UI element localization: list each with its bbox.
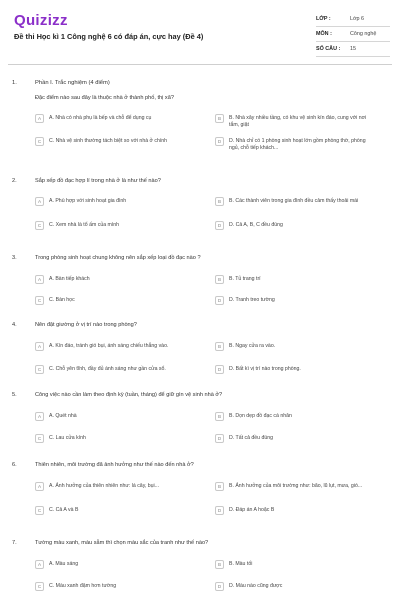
question-item [12, 95, 392, 152]
answer-option-d[interactable] [215, 366, 369, 374]
section-label: Phần I. Trắc nghiệm (4 điểm) [35, 80, 110, 86]
option-letter-box: A [35, 412, 44, 421]
option-letter-box: C [35, 137, 44, 146]
option-letter-box: A [35, 275, 44, 284]
question-prompt: Công việc nào cần làm theo định kỳ (tuần, tháng) để giữ gìn vệ sinh nhà ở? [35, 392, 223, 398]
quizizz-logo: Quizizz [14, 12, 68, 29]
option-text: C. Xem nhà là tổ ấm của mình [49, 222, 120, 228]
answer-option-b[interactable] [215, 276, 369, 284]
answer-options [35, 265, 392, 311]
option-text: A. Quét nhà [49, 413, 77, 419]
answer-option-d[interactable] [215, 507, 369, 515]
answer-option-d[interactable] [215, 583, 369, 591]
option-text: B. Dọn dẹp đồ đạc cá nhân [229, 413, 292, 419]
option-text: C. Chỗ yên tĩnh, đầy đủ ánh sáng như gần cửa sổ. [49, 366, 166, 372]
class-value: Lớp 6 [350, 16, 365, 22]
option-letter-box: B [215, 560, 224, 569]
section-heading [12, 80, 110, 86]
option-letter-box: D [215, 365, 224, 374]
class-label: LỚP : [316, 16, 331, 22]
option-letter-box: C [35, 296, 44, 305]
option-text: B. Các thành viên trong gia đình đều cảm thấy thoải mái [229, 198, 359, 204]
answer-option-a[interactable] [35, 198, 189, 206]
answer-option-a[interactable] [35, 343, 189, 351]
answer-option-c[interactable] [35, 366, 189, 374]
question-count-value: 15 [350, 46, 356, 52]
option-letter-box: A [35, 482, 44, 491]
option-text: D. Tất cả đều đúng [229, 435, 274, 441]
question-prompt: Trong phòng sinh hoạt chung không nên sắp xếp loại đồ đạc nào ? [35, 255, 201, 261]
option-text: B. Nhà xây nhiều tầng, có khu vệ sinh kín đáo, cung với nơi tắm, giặt [229, 115, 367, 128]
answer-option-d[interactable] [215, 435, 369, 443]
answer-options [35, 402, 392, 449]
option-text: D. Nhà chỉ có 1 phòng sinh hoạt lớn gồm phòng thờ, phòng ngủ, chỗ tiếp khách... [229, 138, 366, 151]
option-text: A. Kín đáo, tránh gió bụi, ánh sáng chiếu thẳng vào. [49, 343, 169, 349]
question-count-label: SỐ CÂU : [316, 46, 341, 52]
option-text: C. Nhà vệ sinh thường tách biệt so với nhà ở chính [49, 138, 168, 144]
option-text: C. Cả A và B [49, 507, 79, 513]
question-text [12, 540, 392, 550]
question-number: 4. [12, 322, 17, 328]
question-item [12, 392, 392, 449]
option-letter-box: C [35, 582, 44, 591]
header-divider [8, 64, 392, 65]
option-text: C. Bàn học [49, 297, 75, 303]
question-prompt: Tường màu xanh, màu sẫm thì chọn màu sắc của tranh như thế nào? [35, 540, 209, 546]
answer-option-c[interactable] [35, 583, 189, 591]
question-prompt: Nên đặt giường ở vị trí nào trong phòng? [35, 322, 137, 328]
option-letter-box: D [215, 137, 224, 146]
answer-options [35, 105, 392, 152]
option-letter-box: D [215, 221, 224, 230]
option-letter-box: A [35, 342, 44, 351]
option-letter-box: C [35, 506, 44, 515]
option-letter-box: D [215, 296, 224, 305]
option-letter-box: C [35, 434, 44, 443]
answer-option-c[interactable] [35, 435, 189, 443]
question-number: 7. [12, 540, 17, 546]
question-text [12, 322, 392, 332]
option-letter-box: A [35, 560, 44, 569]
question-number: 2. [12, 178, 17, 184]
option-text: A. Ảnh hưởng của thiên nhiên như: lá cây, bụi... [49, 483, 160, 489]
option-text: D. Tranh treo tường [229, 297, 275, 303]
option-letter-box: B [215, 342, 224, 351]
question-item [12, 462, 392, 521]
question-item [12, 322, 392, 380]
question-text [12, 178, 392, 188]
answer-option-c[interactable] [35, 138, 189, 146]
question-text [12, 462, 392, 472]
answer-option-a[interactable] [35, 483, 189, 491]
question-number: 5. [12, 392, 17, 398]
worksheet-meta [316, 12, 390, 57]
question-item [12, 178, 392, 236]
option-text: D. Màu nào cũng được [229, 583, 283, 589]
question-prompt: Đặc điểm nào sau đây là thuộc nhà ở thành phố, thị xã? [35, 95, 174, 101]
option-letter-box: B [215, 275, 224, 284]
option-text: B. Tủ trang trí [229, 276, 261, 282]
question-prompt: Sắp xếp đồ đạc hợp lí trong nhà ở là như thế nào? [35, 178, 161, 184]
answer-options [35, 550, 392, 597]
question-text [12, 255, 392, 265]
question-item [12, 540, 392, 597]
option-letter-box: D [215, 434, 224, 443]
option-text: B. Màu tối [229, 561, 253, 567]
option-text: B. Ngay cửa ra vào. [229, 343, 276, 349]
option-text: C. Màu xanh đậm hơn tường [49, 583, 117, 589]
answer-option-b[interactable] [215, 483, 369, 491]
option-letter-box: B [215, 412, 224, 421]
subject-value: Công nghệ [350, 31, 377, 37]
answer-option-a[interactable] [35, 413, 189, 421]
answer-options [35, 188, 392, 236]
answer-option-d[interactable] [215, 138, 369, 152]
question-text [12, 95, 392, 105]
option-letter-box: B [215, 482, 224, 491]
document-title: Đề thi Học kì 1 Công nghệ 6 có đáp án, cực hay (Đề 4) [14, 32, 204, 41]
answer-option-a[interactable] [35, 115, 189, 123]
option-text: A. Bàn tiếp khách [49, 276, 90, 282]
class-row [316, 12, 390, 27]
answer-option-d[interactable] [215, 297, 369, 305]
option-text: A. Nhà có nhà phụ là bếp và chỗ để dụng cụ [49, 115, 152, 121]
option-text: D. Đáp án A hoặc B [229, 507, 275, 513]
answer-option-b[interactable] [215, 115, 369, 129]
option-text: B. Ảnh hưởng của môi trường như: bão, lũ lụt, mưa, gió... [229, 483, 363, 489]
answer-option-c[interactable] [35, 297, 189, 305]
option-letter-box: A [35, 197, 44, 206]
option-letter-box: C [35, 365, 44, 374]
option-letter-box: D [215, 506, 224, 515]
answer-option-b[interactable] [215, 343, 369, 351]
answer-options [35, 472, 392, 521]
answer-option-a[interactable] [35, 561, 189, 569]
question-number: 6. [12, 462, 17, 468]
question-number: 3. [12, 255, 17, 261]
option-text: A. Phù hợp với sinh hoạt gia đình [49, 198, 127, 204]
option-text: D. Cả A, B, C đều đúng [229, 222, 283, 228]
answer-option-b[interactable] [215, 413, 369, 421]
option-letter-box: D [215, 582, 224, 591]
question-item [12, 255, 392, 311]
option-letter-box: B [215, 114, 224, 123]
option-letter-box: C [35, 221, 44, 230]
option-text: C. Lau cửa kính [49, 435, 86, 441]
option-text: D. Bất kì vị trí nào trong phòng. [229, 366, 301, 372]
answer-option-d[interactable] [215, 222, 369, 230]
section-number: 1. [12, 80, 17, 86]
option-letter-box: B [215, 197, 224, 206]
answer-option-a[interactable] [35, 276, 189, 284]
answer-option-c[interactable] [35, 507, 189, 515]
subject-label: MÔN : [316, 31, 332, 37]
option-letter-box: A [35, 114, 44, 123]
subject-row [316, 27, 390, 42]
question-text [12, 392, 392, 402]
answer-option-b[interactable] [215, 198, 369, 206]
answer-option-c[interactable] [35, 222, 189, 230]
answer-option-b[interactable] [215, 561, 369, 569]
answer-options [35, 332, 392, 380]
question-count-row [316, 42, 390, 57]
option-text: A. Màu sáng [49, 561, 79, 567]
question-prompt: Thiên nhiên, môi trường đã ảnh hưởng như thế nào đến nhà ở? [35, 462, 194, 468]
